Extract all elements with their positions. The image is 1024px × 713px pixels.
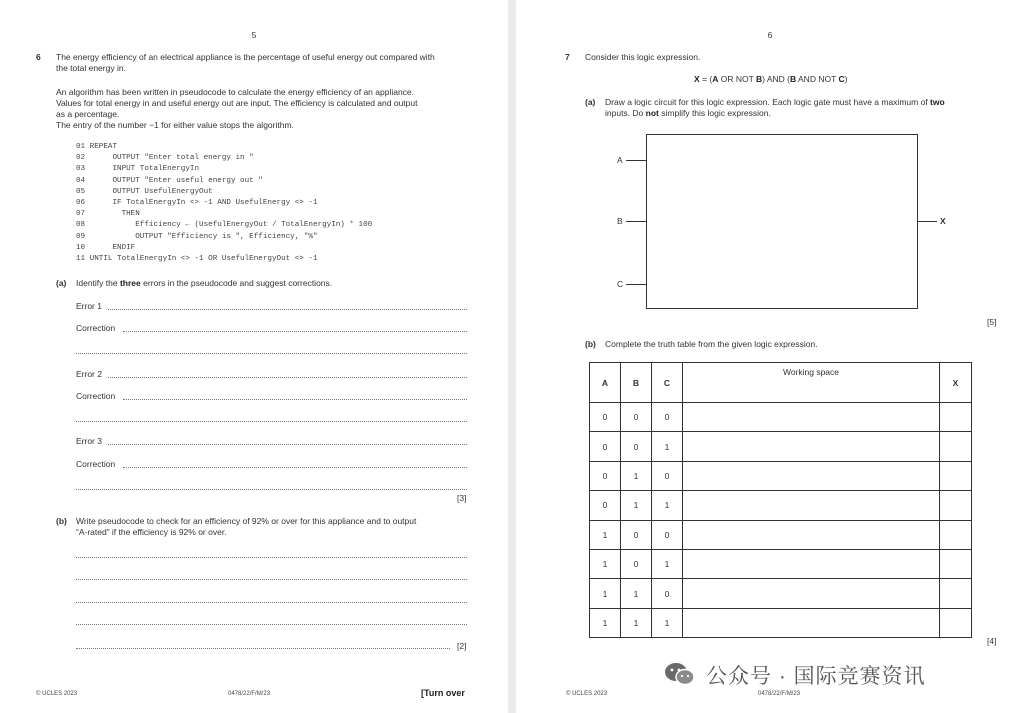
left-page: [0, 0, 508, 713]
page-number: 6: [767, 30, 773, 40]
q6-intro-line-1: The energy efficiency of an electrical appliance is the percentage of useful energy out compared with: [56, 52, 435, 62]
code-line: 02 OUTPUT "Enter total energy in ": [76, 154, 254, 163]
footer-copyright: © UCLES 2023: [566, 691, 608, 697]
code-line: 05 OUTPUT UsefulEnergyOut: [76, 187, 213, 196]
answer-line[interactable]: [76, 624, 467, 625]
expr-x: X: [694, 74, 700, 84]
answer-line[interactable]: [76, 602, 467, 603]
instruction-emphasis: three: [119, 278, 141, 288]
code-line: 07 THEN: [76, 210, 140, 219]
expr-a: A: [712, 74, 719, 84]
question-number: 7: [565, 52, 570, 62]
answer-line[interactable]: [108, 444, 467, 445]
error-3-label: Error 3: [76, 436, 102, 446]
instruction-text: Identify the: [76, 278, 118, 288]
table-row: [590, 432, 972, 461]
cell-b: 1: [621, 491, 652, 520]
cell-b: 0: [621, 432, 652, 461]
cell-a: 0: [590, 432, 621, 461]
code-line: 09 OUTPUT "Efficiency is ", Efficiency, "%": [76, 232, 318, 241]
cell-working[interactable]: [683, 403, 940, 432]
input-a-label: A: [617, 155, 623, 165]
code-line: 10 ENDIF: [76, 243, 136, 252]
answer-line[interactable]: [123, 467, 467, 468]
cell-b: 0: [621, 403, 652, 432]
q6-para-line-1: An algorithm has been written in pseudocode to calculate the energy efficiency of an appliance.: [56, 87, 415, 97]
table-row: [590, 520, 972, 549]
part-a-label: (a): [56, 278, 67, 288]
part-a-line-1: [605, 97, 945, 108]
input-b-label: B: [617, 216, 623, 226]
cell-b: 1: [621, 461, 652, 490]
cell-working[interactable]: [683, 461, 940, 490]
logic-expression: [694, 74, 847, 85]
page-number: 5: [251, 30, 257, 40]
header-x: X: [940, 363, 972, 403]
part-a-line-2: [605, 108, 771, 119]
expr-part: = (: [699, 74, 713, 84]
part-b-label: (b): [585, 339, 596, 349]
circuit-drawing-area[interactable]: [646, 134, 918, 309]
cell-working[interactable]: [683, 608, 940, 637]
cell-x[interactable]: [940, 579, 972, 608]
footer-code: 0478/22/F/M/23: [758, 691, 801, 697]
table-row: [590, 491, 972, 520]
cell-x[interactable]: [940, 520, 972, 549]
expr-b: B: [755, 74, 763, 84]
expr-part: AND NOT: [796, 74, 839, 84]
answer-line[interactable]: [76, 421, 467, 422]
truth-table: [589, 362, 972, 638]
cell-working[interactable]: [683, 520, 940, 549]
cell-x[interactable]: [940, 403, 972, 432]
expr-part: ): [844, 74, 848, 84]
code-line: 08 Efficiency ← (UsefulEnergyOut / TotalEnergyIn) * 100: [76, 221, 373, 230]
cell-c: 0: [652, 403, 683, 432]
cell-a: 0: [590, 403, 621, 432]
cell-c: 0: [652, 579, 683, 608]
input-c-label: C: [617, 279, 624, 289]
cell-x[interactable]: [940, 432, 972, 461]
instruction-text: errors in the pseudocode and suggest corrections.: [143, 278, 333, 288]
part-b-line-1: Write pseudocode to check for an efficiency of 92% or over for this appliance and to output: [76, 516, 417, 526]
cell-a: 0: [590, 491, 621, 520]
answer-line[interactable]: [123, 399, 467, 400]
code-line: 01 REPEAT: [76, 143, 118, 151]
cell-a: 1: [590, 520, 621, 549]
input-a-line: [626, 160, 646, 161]
q6-para-line-4: The entry of the number −1 for either value stops the algorithm.: [56, 120, 294, 130]
header-a: A: [590, 363, 621, 403]
table-row: [590, 549, 972, 578]
cell-c: 1: [652, 549, 683, 578]
answer-line[interactable]: [108, 309, 467, 310]
output-x-line: [917, 221, 937, 222]
footer-code: 0478/22/F/M/23: [228, 691, 271, 697]
cell-a: 0: [590, 461, 621, 490]
code-line: 11 UNTIL TotalEnergyIn <> -1 OR UsefulEnergyOut <> -1: [76, 255, 318, 264]
table-row: [590, 403, 972, 432]
part-b-label: (b): [56, 516, 67, 526]
cell-x[interactable]: [940, 461, 972, 490]
marks: [5]: [987, 317, 997, 327]
instruction-emphasis: two: [930, 97, 945, 107]
answer-line[interactable]: [123, 331, 467, 332]
cell-a: 1: [590, 608, 621, 637]
cell-b: 1: [621, 579, 652, 608]
cell-a: 1: [590, 579, 621, 608]
cell-c: 1: [652, 608, 683, 637]
error-1-label: Error 1: [76, 301, 102, 311]
table-row: [590, 461, 972, 490]
correction-3-label: Correction: [76, 459, 116, 469]
table-row: [590, 579, 972, 608]
cell-c: 0: [652, 520, 683, 549]
instruction-text: simplify this logic expression.: [661, 108, 771, 118]
cell-working[interactable]: [683, 579, 940, 608]
cell-working[interactable]: [683, 432, 940, 461]
answer-line[interactable]: [76, 557, 467, 558]
cell-b: 0: [621, 549, 652, 578]
code-line: 04 OUTPUT "Enter useful energy out ": [76, 176, 263, 185]
input-c-line: [626, 284, 646, 285]
q6-para-line-2: Values for total energy in and useful energy out are input. The efficiency is calculated and output: [56, 98, 418, 108]
correction-1-label: Correction: [76, 323, 116, 333]
header-b: B: [621, 363, 652, 403]
turn-over: [Turn over: [421, 688, 465, 698]
marks: [2]: [457, 641, 467, 651]
q6-para-line-3: as a percentage.: [56, 109, 120, 119]
cell-b: 1: [621, 608, 652, 637]
correction-2-label: Correction: [76, 391, 116, 401]
cell-working[interactable]: [683, 549, 940, 578]
instruction-emphasis: not: [645, 108, 659, 118]
answer-line[interactable]: [76, 648, 450, 649]
answer-line[interactable]: [76, 353, 467, 354]
pseudocode-block: [76, 142, 372, 265]
answer-line[interactable]: [108, 377, 467, 378]
cell-c: 0: [652, 461, 683, 490]
q7-intro: Consider this logic expression.: [585, 52, 701, 62]
cell-c: 1: [652, 432, 683, 461]
expr-c: C: [838, 74, 845, 84]
marks: [4]: [987, 636, 997, 646]
part-a-label: (a): [585, 97, 596, 107]
cell-x[interactable]: [940, 608, 972, 637]
watermark-text: 公众号 · 国际竞赛资讯: [706, 665, 926, 688]
instruction-text: inputs. Do: [605, 108, 644, 118]
code-line: 06 IF TotalEnergyIn <> -1 AND UsefulEnergy <> -1: [76, 199, 318, 208]
table-row: [590, 608, 972, 637]
cell-working[interactable]: [683, 491, 940, 520]
header-c: C: [652, 363, 683, 403]
part-b-text: Complete the truth table from the given logic expression.: [605, 339, 818, 349]
table-header-row: [590, 363, 972, 403]
cell-x[interactable]: [940, 491, 972, 520]
error-2-label: Error 2: [76, 369, 102, 379]
cell-b: 0: [621, 520, 652, 549]
output-x-label: X: [940, 216, 946, 226]
instruction-text: Draw a logic circuit for this logic expression. Each logic gate must have a maximum of: [605, 97, 928, 107]
part-a-instruction: [76, 278, 332, 289]
marks: [3]: [457, 493, 467, 503]
footer-copyright: © UCLES 2023: [36, 691, 78, 697]
cell-a: 1: [590, 549, 621, 578]
cell-c: 1: [652, 491, 683, 520]
header-working-space: Working space: [683, 363, 940, 403]
code-line: 03 INPUT TotalEnergyIn: [76, 165, 200, 174]
part-b-line-2: “A-rated” if the efficiency is 92% or over.: [76, 527, 227, 537]
input-b-line: [626, 221, 646, 222]
expr-part: OR NOT: [718, 74, 756, 84]
cell-x[interactable]: [940, 549, 972, 578]
question-number: 6: [36, 52, 41, 62]
expr-b: B: [789, 74, 797, 84]
wechat-icon: [664, 661, 696, 692]
answer-line[interactable]: [76, 489, 467, 490]
answer-line[interactable]: [76, 579, 467, 580]
expr-part: ) AND (: [762, 74, 790, 84]
q6-intro-line-2: the total energy in.: [56, 63, 126, 73]
